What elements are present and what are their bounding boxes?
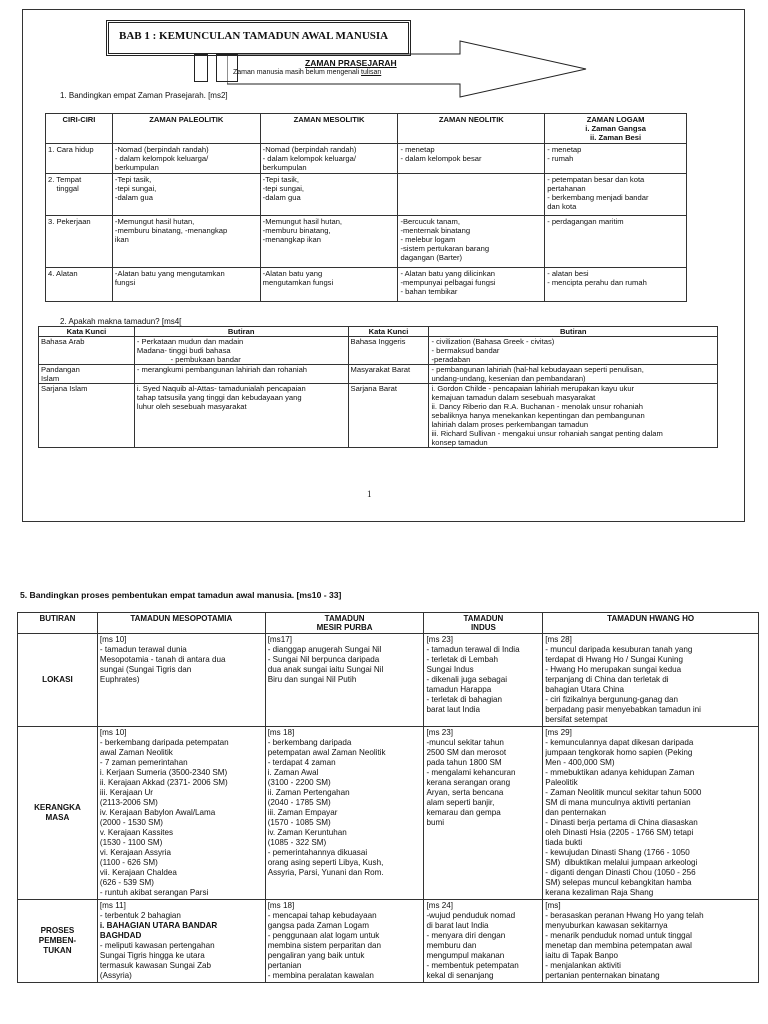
table-cell: [ms 23] -muncul sekitar tahun 2500 SM dan merosot pada tahun 1800 SM - mengalami kehancuran kerana serangan orang Aryan, serta bencana alam seperti banjir, kemarau dan gempa bumi — [424, 727, 543, 900]
column-header: BUTIRAN — [18, 613, 98, 634]
table-cell: - perdagangan maritim — [545, 216, 687, 268]
chapter-title: BAB 1 : KEMUNCULAN TAMADUN AWAL MANUSIA — [106, 20, 411, 56]
table-row — [46, 174, 687, 216]
table-cell: - civilization (Bahasa Greek - civitas) - bermaksud bandar -peradaban — [429, 337, 718, 365]
table-cell: Bahasa Inggeris — [348, 337, 429, 365]
column-header: CIRI-CIRI — [46, 114, 113, 144]
table-cell: - menetap - dalam kelompok besar — [398, 144, 545, 174]
column-header: Butiran — [134, 327, 348, 337]
table-cell: [ms] - berasaskan peranan Hwang Ho yang telah menyuburkan kawasan sekitarnya - menarik penduduk nomad untuk tinggal menetap dan membina petempatan awal iaitu di Tapak Banpo - menjalankan aktiviti pertanian penternakan binatang — [543, 900, 759, 983]
table-cell: 4. Alatan — [46, 268, 113, 302]
table-cell: - Perkataan mudun dan madain Madana- tinggi budi bahasa - pembukaan bandar — [134, 337, 348, 365]
table-cell: [ms 23] - tamadun terawal di India - terletak di Lembah Sungai Indus - dikenali juga sebagai tamadun Harappa - terletak di bahagian barat laut India — [424, 634, 543, 727]
table-cell: i. Gordon Childe - pencapaian lahiriah merupakan kayu ukur kemajuan tamadun dalam sesebuah masyarakat ii. Dancy Riberio dan R.A. Buchanan - menolak unsur rohaniah sebaliknya hanya menekankan kepentingan dan pembangunan lahiriah dalam proses perkembangan tamadun iii. Richard Sullivan - mengakui unsur rohaniah sangat penting dalam konsep tamadun — [429, 384, 718, 448]
table-cell: [ms 28] - muncul daripada kesuburan tanah yang terdapat di Hwang Ho / Sungai Kuning - Hwang Ho merupakan sungai kedua terpanjang di China dan terletak di bahagian Utara China - ciri fizikalnya bergunung-ganag dan berpadang pasir menyebabkan tamadun ini bersifat setempat — [543, 634, 759, 727]
table-cell: -Tepi tasik, -tepi sungai, -dalam gua — [260, 174, 398, 216]
question-1: 1. Bandingkan empat Zaman Prasejarah. [ms2] — [60, 91, 228, 100]
table-cell: - merangkumi pembangunan lahiriah dan rohaniah — [134, 365, 348, 384]
column-header: ZAMAN LOGAM i. Zaman Gangsa ii. Zaman Besi — [545, 114, 687, 144]
column-header: ZAMAN PALEOLITIK — [112, 114, 260, 144]
table-cell: 1. Cara hidup — [46, 144, 113, 174]
table-cell: [ms17] - dianggap anugerah Sungai Nil - Sungai Nil berpunca daripada dua anak sungai iaitu Sungai Nil Biru dan sungai Nil Putih — [265, 634, 424, 727]
column-header: ZAMAN MESOLITIK — [260, 114, 398, 144]
column-header: Kata Kunci — [348, 327, 429, 337]
table-cell: Bahasa Arab — [39, 337, 135, 365]
row-header: KERANGKA MASA — [18, 727, 98, 900]
table-cell: [ms 29] - kemunculannya dapat dikesan daripada jumpaan tengkorak homo sapien (Peking Men - 400,000 SM) - mmebuktikan adanya kehidupan Zaman Paleolitik - Zaman Neolitik muncul sekitar tahun 5000 SM di mana munculnya aktiviti pertanian dan penternakan - Dinasti berja pertama di China diasaskan oleh Dinasti Hsia (2205 - 1766 SM) tetapi tiada bukti - kewujudan Dinasti Shang (1766 - 1050 SM) dibuktikan melalui jumpaan arkeologi - diganti dengan Dinasti Chou (1050 - 256 SM) selepas muncul kebangkitan hamba kerana kezaliman Raja Shang — [543, 727, 759, 900]
column-header: TAMADUN MESOPOTAMIA — [97, 613, 265, 634]
table-cell: 3. Pekerjaan — [46, 216, 113, 268]
table-row — [46, 216, 687, 268]
question-5: 5. Bandingkan proses pembentukan empat tamadun awal manusia. [ms10 - 33] — [20, 590, 342, 600]
table-cell: - pembangunan lahiriah (hal-hal kebudayaan seperti penulisan, undang-undang, kesenian dan pembandaran) — [429, 365, 718, 384]
prehistoric-era-table — [45, 113, 687, 302]
table-cell: - Alatan batu yang dilicinkan -mempunyai pelbagai fungsi - bahan tembikar — [398, 268, 545, 302]
table-cell: [ms 10] - berkembang daripada petempatan awal Zaman Neolitik - 7 zaman pemerintahan i. Kerjaan Sumeria (3500-2340 SM) ii. Kerajaan Akkad (2371- 2006 SM) iii. Kerajaan Ur (2113-2006 SM) iv. Kerajaan Babylon Awal/Lama (2000 - 1530 SM) v. Kerajaan Kassites (1530 - 1100 SM) vi. Kerajaan Assyria (1100 - 626 SM) vii. Kerajaan Chaldea (626 - 539 SM) - runtuh akibat serangan Parsi — [97, 727, 265, 900]
table-row — [18, 727, 759, 900]
table-cell: [ms 11] - terbentuk 2 bahagian i. BAHAGIAN UTARA BANDAR BAGHDAD - meliputi kawasan pertengahan Sungai Tigris hingga ke utara termasuk kawasan Sungai Zab (Assyria) — [97, 900, 265, 983]
table-row — [39, 337, 718, 365]
column-header: TAMADUN HWANG HO — [543, 613, 759, 634]
table-cell: -Nomad (berpindah randah) - dalam kelompok keluarga/ berkumpulan — [112, 144, 260, 174]
table-row — [46, 144, 687, 174]
column-header: TAMADUN MESIR PURBA — [265, 613, 424, 634]
table-cell: -Memungut hasil hutan, -memburu binatang, -menangkap ikan — [112, 216, 260, 268]
table-cell: -Nomad (berpindah randah) - dalam kelompok keluarga/ berkumpulan — [260, 144, 398, 174]
column-header: ZAMAN NEOLITIK — [398, 114, 545, 144]
table-row — [18, 634, 759, 727]
table-cell: - petempatan besar dan kota pertahanan - berkembang menjadi bandar dan kota — [545, 174, 687, 216]
question-2: 2. Apakah makna tamadun? [ms4[ — [60, 317, 182, 326]
table-row — [39, 365, 718, 384]
table-cell: -Alatan batu yang mengutamkan fungsi — [112, 268, 260, 302]
arrow-title: ZAMAN PRASEJARAH — [305, 58, 397, 68]
row-header: PROSES PEMBEN- TUKAN — [18, 900, 98, 983]
column-header: Kata Kunci — [39, 327, 135, 337]
table-cell: - alatan besi - mencipta perahu dan rumah — [545, 268, 687, 302]
table-cell: [ms 24] -wujud penduduk nomad di barat laut India - menyara diri dengan memburu dan mengumpul makanan - membentuk petempatan kekal di senanjang — [424, 900, 543, 983]
table-cell: [ms 10] - tamadun terawal dunia Mesopotamia - tanah di antara dua sungai (Sungai Tigris dan Euphrates) — [97, 634, 265, 727]
table-row — [46, 268, 687, 302]
table-cell: [ms 18] - berkembang daripada petempatan awal Zaman Neolitik - terdapat 4 zaman i. Zaman Awal (3100 - 2200 SM) ii. Zaman Pertengahan (2040 - 1785 SM) iii. Zaman Empayar (1570 - 1085 SM) iv. Zaman Keruntuhan (1085 - 322 SM) - pemerintahannya dikuasai orang asing seperti Libya, Kush, Assyria, Parsi, Yunani dan Rom. — [265, 727, 424, 900]
table-cell — [398, 174, 545, 216]
table-cell: - menetap - rumah — [545, 144, 687, 174]
table-cell: -Memungut hasil hutan, -memburu binatang, -menangkap ikan — [260, 216, 398, 268]
table-cell: Masyarakat Barat — [348, 365, 429, 384]
empty-box — [194, 54, 208, 82]
table-cell: [ms 18] - mencapai tahap kebudayaan gangsa pada Zaman Logam - penggunaan alat logam untuk membina sistem perparitan dan pengaliran yang baik untuk pertanian - membina peralatan kawalan — [265, 900, 424, 983]
table-cell: 2. Tempat tinggal — [46, 174, 113, 216]
table-row — [39, 384, 718, 448]
arrow-subtitle: Zaman manusia masih belum mengenali tulisan — [233, 69, 382, 76]
table-cell: -Alatan batu yang mengutamkan fungsi — [260, 268, 398, 302]
table-cell: -Bercucuk tanam, -menternak binatang - melebur logam -sistem pertukaran barang dagangan (Barter) — [398, 216, 545, 268]
column-header: Butiran — [429, 327, 718, 337]
column-header: TAMADUN INDUS — [424, 613, 543, 634]
table-cell: i. Syed Naquib al-Attas- tamadunialah pencapaian tahap tatsusila yang tinggi dan kebudayaan yang luhur oleh sesebuah masyarakat — [134, 384, 348, 448]
civilization-comparison-table — [17, 612, 759, 983]
row-header: LOKASI — [18, 634, 98, 727]
table-cell: -Tepi tasik, -tepi sungai, -dalam gua — [112, 174, 260, 216]
page-number: 1 — [367, 489, 372, 499]
table-cell: Sarjana Barat — [348, 384, 429, 448]
table-cell: Sarjana Islam — [39, 384, 135, 448]
civilization-meaning-table — [38, 326, 718, 448]
table-row — [18, 900, 759, 983]
table-cell: Pandangan Islam — [39, 365, 135, 384]
